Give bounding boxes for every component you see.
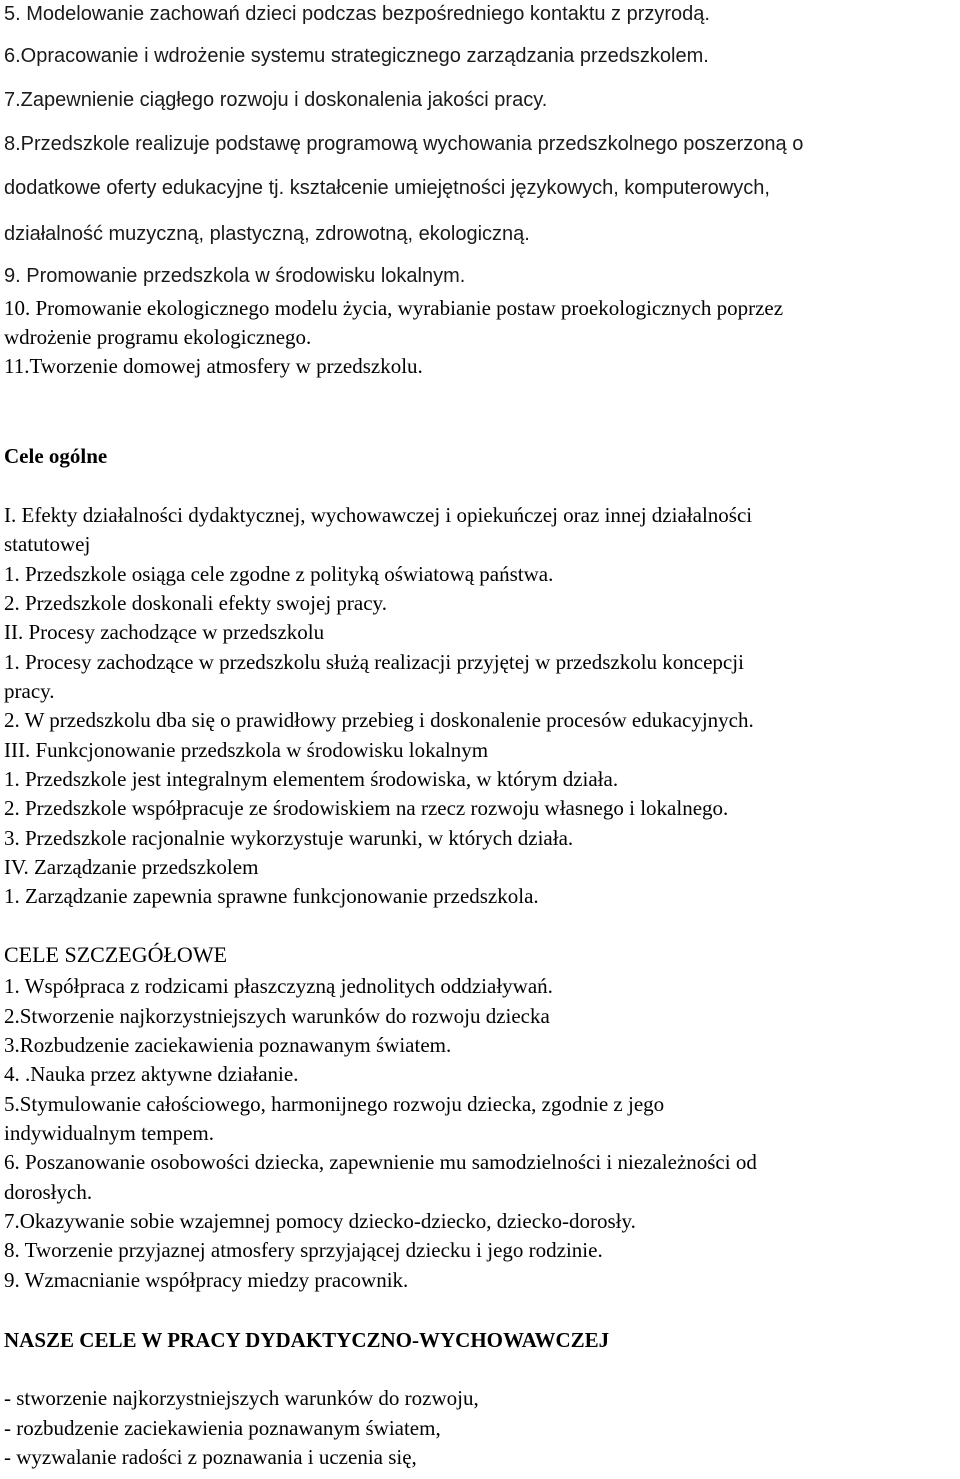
goal-line: 2. Przedszkole doskonali efekty swojej pracy. <box>4 591 387 615</box>
detailed-goal-line: indywidualnym tempem. <box>4 1121 214 1145</box>
intro-item: dodatkowe oferty edukacyjne tj. kształcenie umiejętności językowych, komputerowych, <box>4 177 770 199</box>
work-goal-line: - stworzenie najkorzystniejszych warunków do rozwoju, <box>4 1386 479 1410</box>
goal-line: II. Procesy zachodzące w przedszkolu <box>4 620 325 644</box>
detailed-goal-line: 5.Stymulowanie całościowego, harmonijnego rozwoju dziecka, zgodnie z jego <box>4 1092 665 1116</box>
goal-line: 1. Zarządzanie zapewnia sprawne funkcjonowanie przedszkola. <box>4 884 539 908</box>
intro-item: 11.Tworzenie domowej atmosfery w przedszkolu. <box>4 354 423 378</box>
intro-item: 6.Opracowanie i wdrożenie systemu strategicznego zarządzania przedszkolem. <box>4 45 709 67</box>
work-goal-line: - rozbudzenie zaciekawienia poznawanym światem, <box>4 1416 441 1440</box>
intro-item: 5. Modelowanie zachowań dzieci podczas bezpośredniego kontaktu z przyrodą. <box>4 3 710 25</box>
goal-line: pracy. <box>4 679 55 703</box>
detailed-goal-line: 7.Okazywanie sobie wzajemnej pomocy dziecko-dziecko, dziecko-dorosły. <box>4 1209 636 1233</box>
work-goal-line: - wyzwalanie radości z poznawania i uczenia się, <box>4 1445 417 1469</box>
intro-item: 10. Promowanie ekologicznego modelu życia, wyrabianie postaw proekologicznych poprzez <box>4 296 784 320</box>
section-heading-work-goals: NASZE CELE W PRACY DYDAKTYCZNO-WYCHOWAWCZEJ <box>4 1328 610 1352</box>
section-heading-general-goals: Cele ogólne <box>4 444 108 468</box>
intro-item: działalność muzyczną, plastyczną, zdrowotną, ekologiczną. <box>4 223 530 245</box>
detailed-goal-line: 9. Wzmacnianie współpracy miedzy pracownik. <box>4 1268 409 1292</box>
goal-line: IV. Zarządzanie przedszkolem <box>4 855 259 879</box>
intro-item: 7.Zapewnienie ciągłego rozwoju i doskonalenia jakości pracy. <box>4 89 548 111</box>
detailed-goal-line: 6. Poszanowanie osobowości dziecka, zapewnienie mu samodzielności i niezależności od <box>4 1150 757 1174</box>
detailed-goal-line: 3.Rozbudzenie zaciekawienia poznawanym światem. <box>4 1033 452 1057</box>
detailed-goal-line: 4. .Nauka przez aktywne działanie. <box>4 1062 299 1086</box>
goal-line: 2. W przedszkolu dba się o prawidłowy przebieg i doskonalenie procesów edukacyjnych. <box>4 708 754 732</box>
goal-line: 1. Procesy zachodzące w przedszkolu służą realizacji przyjętej w przedszkolu koncepcji <box>4 650 744 674</box>
goal-line: III. Funkcjonowanie przedszkola w środowisku lokalnym <box>4 738 489 762</box>
intro-item: 9. Promowanie przedszkola w środowisku lokalnym. <box>4 265 466 287</box>
intro-item: wdrożenie programu ekologicznego. <box>4 325 312 349</box>
goal-line: 3. Przedszkole racjonalnie wykorzystuje warunki, w których działa. <box>4 826 574 850</box>
goal-line: 1. Przedszkole jest integralnym elementem środowiska, w którym działa. <box>4 767 619 791</box>
goal-line: statutowej <box>4 532 91 556</box>
section-heading-detailed-goals: CELE SZCZEGÓŁOWE <box>4 942 228 967</box>
detailed-goal-line: dorosłych. <box>4 1180 93 1204</box>
detailed-goal-line: 1. Współpraca z rodzicami płaszczyzną jednolitych oddziaływań. <box>4 974 553 998</box>
intro-item: 8.Przedszkole realizuje podstawę programową wychowania przedszkolnego poszerzoną o <box>4 133 804 155</box>
detailed-goal-line: 2.Stworzenie najkorzystniejszych warunków do rozwoju dziecka <box>4 1004 550 1028</box>
goal-line: 1. Przedszkole osiąga cele zgodne z polityką oświatową państwa. <box>4 562 554 586</box>
goal-line: I. Efekty działalności dydaktycznej, wychowawczej i opiekuńczej oraz innej działalności <box>4 503 753 527</box>
detailed-goal-line: 8. Tworzenie przyjaznej atmosfery sprzyjającej dziecku i jego rodzinie. <box>4 1238 603 1262</box>
goal-line: 2. Przedszkole współpracuje ze środowiskiem na rzecz rozwoju własnego i lokalnego. <box>4 796 729 820</box>
